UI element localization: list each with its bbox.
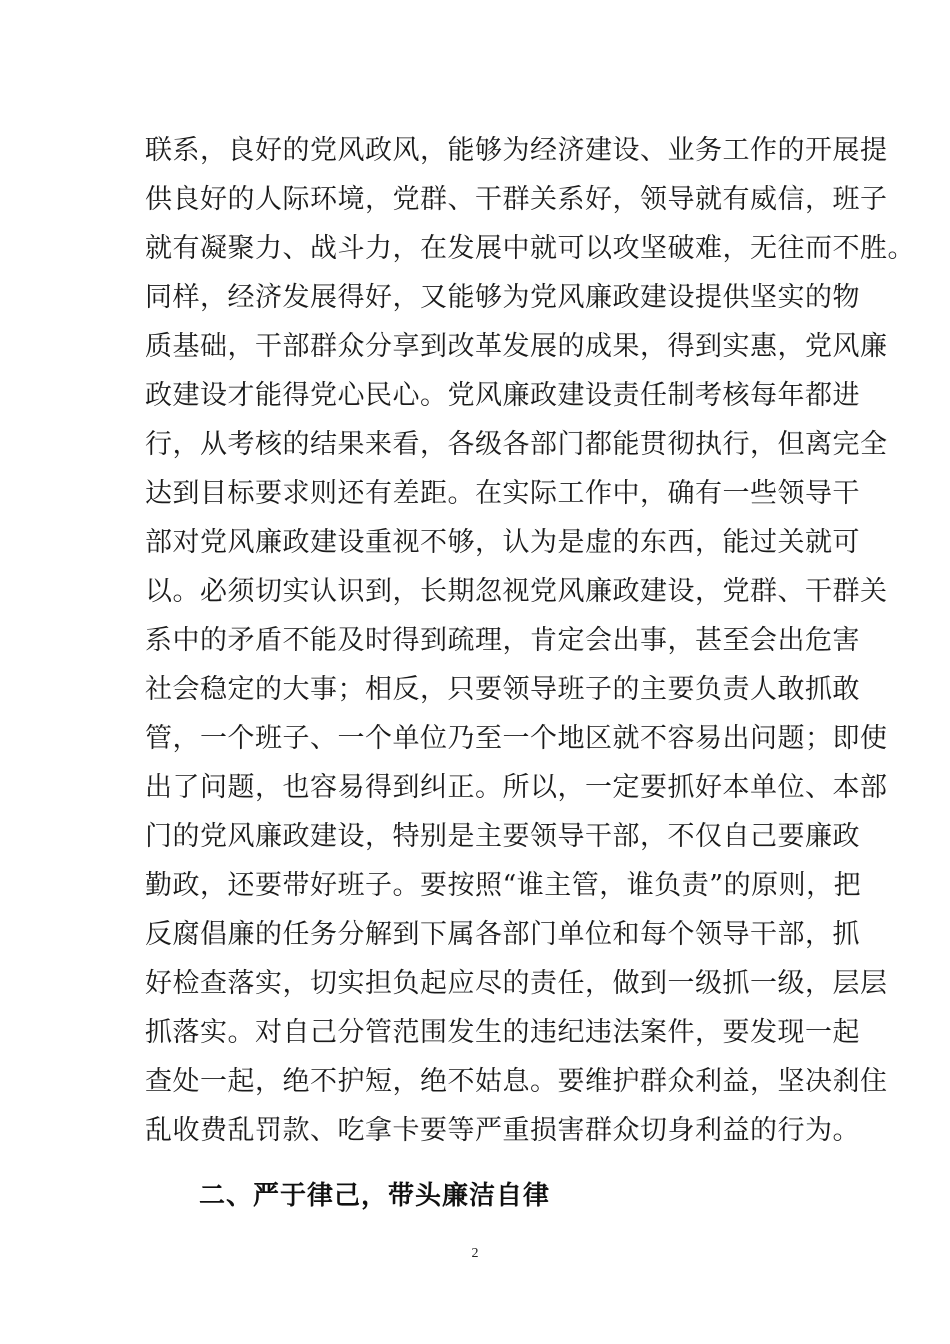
- paragraph-line: 系中的矛盾不能及时得到疏理，肯定会出事，甚至会出危害: [145, 625, 860, 656]
- paragraph-line: 乱收费乱罚款、吃拿卡要等严重损害群众切身利益的行为。: [145, 1115, 860, 1146]
- paragraph-line: 部对党风廉政建设重视不够，认为是虚的东西，能过关就可: [145, 527, 860, 558]
- paragraph-line: 供良好的人际环境，党群、干群关系好，领导就有威信，班子: [145, 184, 888, 215]
- paragraph-line: 达到目标要求则还有差距。在实际工作中，确有一些领导干: [145, 478, 860, 509]
- paragraph-line: 好检查落实，切实担负起应尽的责任，做到一级抓一级，层层: [145, 968, 888, 999]
- paragraph-line: 查处一起，绝不护短，绝不姑息。要维护群众利益，坚决刹住: [145, 1066, 888, 1097]
- paragraph-line: 出了问题，也容易得到纠正。所以，一定要抓好本单位、本部: [145, 772, 888, 803]
- paragraph-line: 抓落实。对自己分管范围发生的违纪违法案件，要发现一起: [145, 1017, 860, 1048]
- body-paragraph: [145, 126, 915, 1155]
- paragraph-line: 以。必须切实认识到，长期忽视党风廉政建设，党群、干群关: [145, 576, 888, 607]
- paragraph-line: 同样，经济发展得好，又能够为党风廉政建设提供坚实的物: [145, 282, 860, 313]
- paragraph-line: 社会稳定的大事；相反，只要领导班子的主要负责人敢抓敢: [145, 674, 860, 705]
- paragraph-line: 政建设才能得党心民心。党风廉政建设责任制考核每年都进: [145, 380, 860, 411]
- paragraph-line: 联系，良好的党风政风，能够为经济建设、业务工作的开展提: [145, 135, 888, 166]
- paragraph-line: 管，一个班子、一个单位乃至一个地区就不容易出问题；即使: [145, 723, 888, 754]
- paragraph-line: 反腐倡廉的任务分解到下属各部门单位和每个领导干部，抓: [145, 919, 860, 950]
- paragraph-line: 勤政，还要带好班子。要按照“谁主管，谁负责”的原则，把: [145, 870, 862, 901]
- paragraph-line: 质基础，干部群众分享到改革发展的成果，得到实惠，党风廉: [145, 331, 888, 362]
- paragraph-line: 门的党风廉政建设，特别是主要领导干部，不仅自己要廉政: [145, 821, 860, 852]
- paragraph-line: 行，从考核的结果来看，各级各部门都能贯彻执行，但离完全: [145, 429, 888, 460]
- paragraph-line: 就有凝聚力、战斗力，在发展中就可以攻坚破难，无往而不胜。: [145, 233, 915, 264]
- section-heading: 二、严于律己，带头廉洁自律: [199, 1181, 551, 1211]
- page-number: 2: [471, 1246, 479, 1261]
